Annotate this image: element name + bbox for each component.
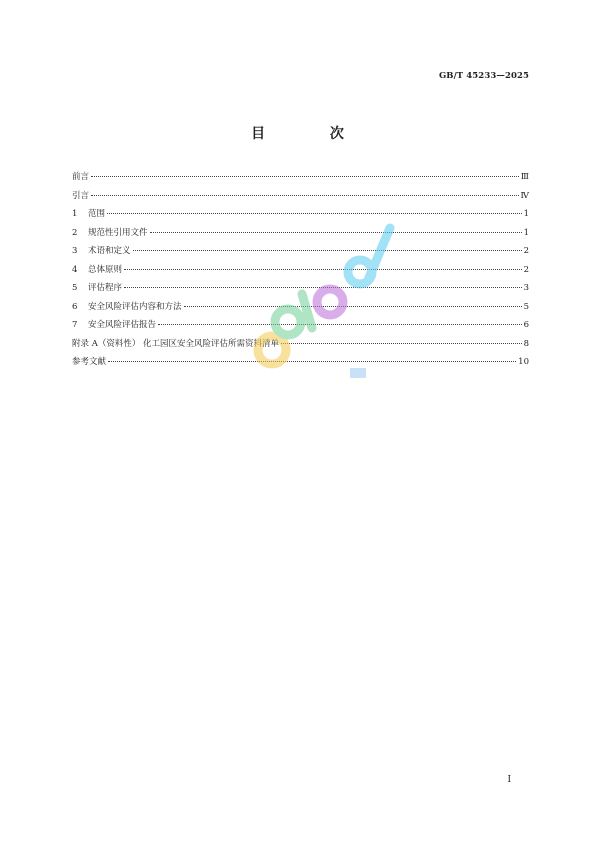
toc-entry-label: 安全风险评估内容和方法 bbox=[88, 301, 182, 312]
toc-entry-label: 参考文献 bbox=[72, 357, 107, 367]
toc-entry-page: 2 bbox=[523, 246, 529, 256]
toc-entry-page: 6 bbox=[523, 320, 529, 330]
page-number: I bbox=[507, 775, 511, 785]
toc-leader-dots bbox=[91, 176, 519, 177]
toc-entry-page: 2 bbox=[523, 264, 529, 275]
toc-entry-label: 总体原则 bbox=[88, 264, 123, 275]
toc-entry-bibliography[interactable] bbox=[72, 355, 529, 374]
toc-entry-assessment-procedure[interactable] bbox=[72, 281, 529, 300]
toc-leader-dots bbox=[150, 232, 522, 233]
toc-entry-annex-a[interactable] bbox=[72, 337, 529, 356]
standard-number: GB/T 45233—2025 bbox=[438, 71, 529, 81]
toc-entry-number: 5 bbox=[72, 283, 78, 293]
toc-leader-dots bbox=[107, 213, 522, 214]
toc-leader-dots bbox=[108, 361, 516, 362]
toc-entry-number: 4 bbox=[72, 264, 78, 275]
toc-entry-label: 规范性引用文件 bbox=[88, 227, 148, 238]
toc-entry-number: 7 bbox=[72, 320, 78, 330]
toc-leader-dots bbox=[124, 269, 522, 270]
toc-entry-terms[interactable] bbox=[72, 244, 529, 263]
toc-leader-dots bbox=[281, 343, 522, 344]
toc-entry-content-methods[interactable] bbox=[72, 300, 529, 319]
toc-entry-label: 评估程序 bbox=[88, 283, 123, 293]
toc-entry-page: 3 bbox=[523, 283, 529, 293]
toc-entry-page: Ⅲ bbox=[520, 172, 529, 182]
toc-entry-number: 6 bbox=[72, 301, 78, 312]
toc-entry-number: 2 bbox=[72, 227, 78, 238]
toc-entry-label: 术语和定义 bbox=[88, 246, 131, 256]
page-title: 目 次 bbox=[251, 126, 374, 142]
toc-entry-assessment-report[interactable] bbox=[72, 318, 529, 337]
toc-entry-page: 10 bbox=[518, 357, 529, 367]
toc-leader-dots bbox=[124, 287, 522, 288]
toc-entry-label: 前言 bbox=[72, 172, 90, 182]
toc-entry-page: 5 bbox=[523, 301, 529, 312]
toc-entry-number: 1 bbox=[72, 209, 78, 219]
toc-entry-normative-references[interactable] bbox=[72, 226, 529, 245]
toc-entry-label: 引言 bbox=[72, 190, 90, 201]
toc-entry-page: 8 bbox=[523, 338, 529, 349]
toc-leader-dots bbox=[184, 306, 522, 307]
toc-entry-page: 1 bbox=[523, 227, 529, 238]
toc-leader-dots bbox=[91, 195, 518, 196]
toc-leader-dots bbox=[133, 250, 522, 251]
table-of-contents bbox=[72, 170, 529, 374]
toc-leader-dots bbox=[158, 324, 522, 325]
toc-entry-page: 1 bbox=[523, 209, 529, 219]
toc-entry-scope[interactable] bbox=[72, 207, 529, 226]
toc-entry-general-principles[interactable] bbox=[72, 263, 529, 282]
toc-entry-label: 安全风险评估报告 bbox=[88, 320, 157, 330]
toc-entry-label: 范围 bbox=[88, 209, 106, 219]
toc-entry-introduction[interactable] bbox=[72, 189, 529, 208]
toc-entry-foreword[interactable] bbox=[72, 170, 529, 189]
toc-entry-page: Ⅳ bbox=[520, 190, 529, 201]
toc-entry-number: 3 bbox=[72, 246, 78, 256]
toc-entry-label: 附录 A（资料性） 化工园区安全风险评估所需资料清单 bbox=[72, 338, 280, 349]
